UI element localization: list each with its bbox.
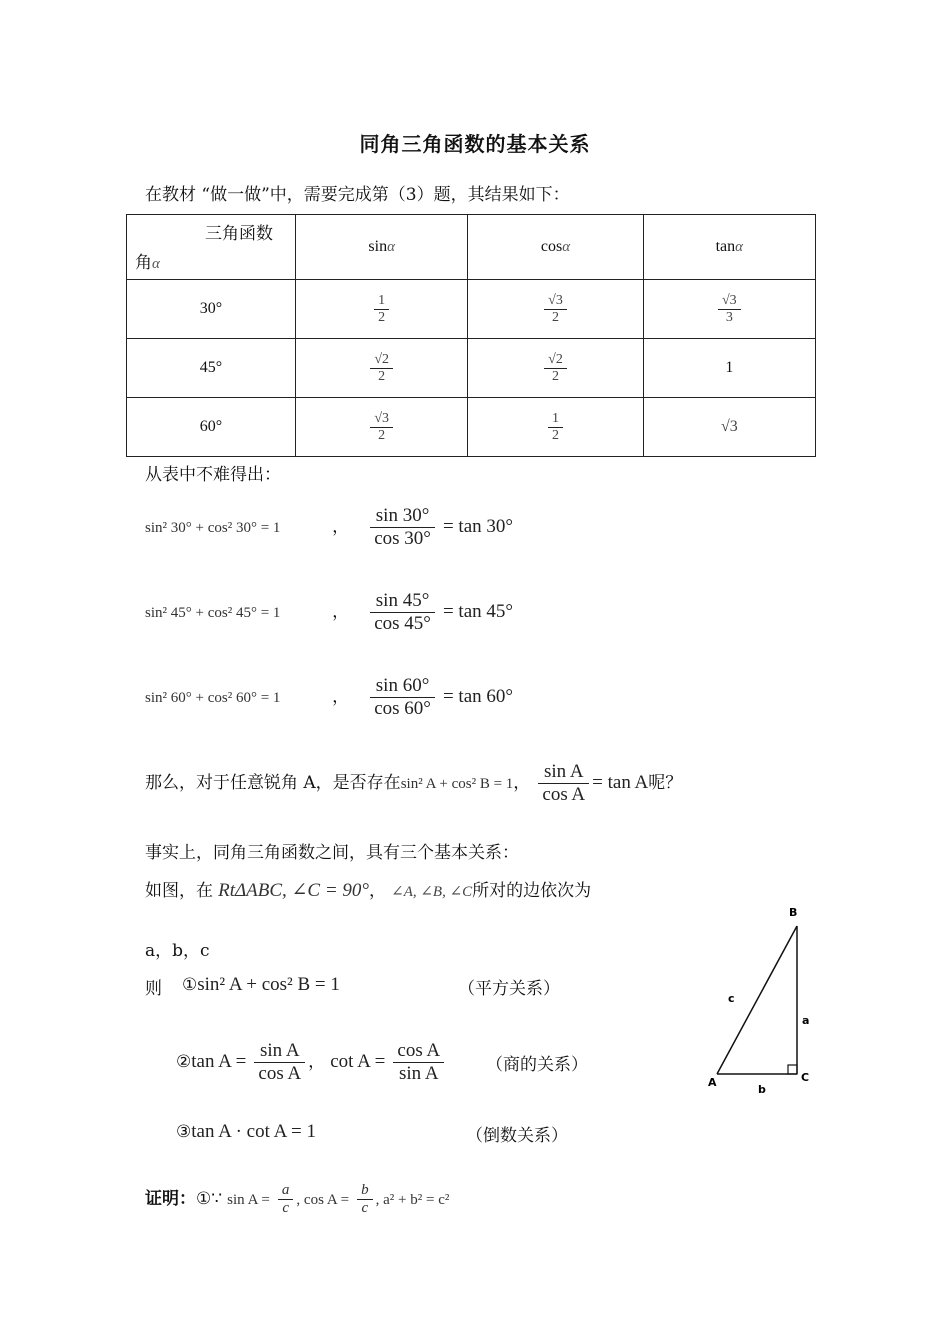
header-sin: sinα	[296, 215, 468, 280]
fact-text: 事实上，同角三角函数之间，具有三个基本关系：	[145, 843, 519, 863]
identity-line-60: sin² 60° + cos² 60° = 1 ， $\frac{\sin 60^\circ}{\cos 60^\circ}$ = tan 60°	[145, 675, 513, 719]
question-line: 那么，对于任意锐角 A，是否存在sin² A + cos² B = 1， $\frac{\text{sin A}}{\text{cos A}}$ = tan A呢？	[145, 761, 683, 805]
value-cell: $\frac{√3}{3}$	[643, 280, 815, 339]
table-corner-cell	[127, 215, 296, 280]
right-triangle-figure	[700, 900, 830, 1110]
value-cell: $\frac{√2}{2}$	[296, 339, 468, 398]
relation-quotient: ②tan A = $\frac{\text{sin A}}{\text{cos A}}$ ， cot A = $\frac{\text{cos A}}{\text{sin A}}$	[176, 1040, 447, 1085]
page-title: 同角三角函数的基本关系	[359, 132, 591, 156]
derive-text: 从表中不难得出：	[145, 465, 281, 485]
relation-label: （商的关系）	[486, 1055, 588, 1075]
table-row	[127, 339, 816, 398]
relation-reciprocal: ③tan A · cot A = 1	[176, 1121, 316, 1142]
side-b-label: b	[758, 1083, 766, 1096]
value-cell: $\frac{√3}{2}$	[468, 280, 643, 339]
vertex-c-label: C	[801, 1071, 810, 1084]
table-row	[127, 398, 816, 457]
value-cell: $\frac{1}{2}$	[468, 398, 643, 457]
identity-line-30: sin² 30° + cos² 30° = 1 ， $\frac{\sin 30^\circ}{\cos 30^\circ}$ = tan 30°	[145, 505, 513, 549]
value-cell: √3	[643, 398, 815, 457]
pythagorean-identity: sin² 60° + cos² 60° = 1	[145, 690, 281, 706]
value-cell: 1	[643, 339, 815, 398]
relation-label: （倒数关系）	[466, 1126, 568, 1146]
value-cell: $\frac{√3}{2}$	[296, 398, 468, 457]
side-a-label: a	[802, 1014, 810, 1027]
pythagorean-identity: sin² 45° + cos² 45° = 1	[145, 605, 281, 621]
relation-square: ①sin² A + cos² B = 1	[182, 974, 340, 995]
side-c-label: c	[728, 992, 735, 1005]
sides-text: a，b，c	[145, 941, 210, 961]
pythagorean-identity: sin² 30° + cos² 30° = 1	[145, 520, 281, 536]
vertex-a-label: A	[708, 1076, 717, 1089]
header-tan: tanα	[643, 215, 815, 280]
value-cell: $\frac{√2}{2}$	[468, 339, 643, 398]
right-angle-mark	[788, 1065, 797, 1074]
intro-text: 在教材 “做一做”中，需要完成第（3）题，其结果如下：	[145, 185, 570, 205]
relation-label: （平方关系）	[458, 979, 560, 999]
value-cell: $\frac{1}{2}$	[296, 280, 468, 339]
proof-line: 证明：①∵ sin A = $\frac{a}{c}$ , cos A = $\frac{b}{c}$ , a² + b² = c²	[145, 1182, 450, 1216]
identity-line-45: sin² 45° + cos² 45° = 1 ， $\frac{\sin 45^\circ}{\cos 45^\circ}$ = tan 45°	[145, 590, 513, 634]
vertex-b-label: B	[789, 906, 798, 919]
trig-values-table	[126, 214, 816, 457]
corner-bottom-label: 角	[135, 253, 152, 272]
figure-description: 如图，在 RtΔABC, ∠C = 90°， ∠A, ∠B, ∠C所对的边依次为	[145, 880, 592, 901]
angle-cell: 60°	[127, 398, 296, 457]
header-cos: cosα	[468, 215, 643, 280]
alpha-symbol: α	[152, 256, 160, 272]
table-row	[127, 280, 816, 339]
angle-cell: 45°	[127, 339, 296, 398]
then-label: 则	[145, 979, 162, 999]
corner-top-label: 三角函数	[205, 224, 273, 243]
angle-cell: 30°	[127, 280, 296, 339]
